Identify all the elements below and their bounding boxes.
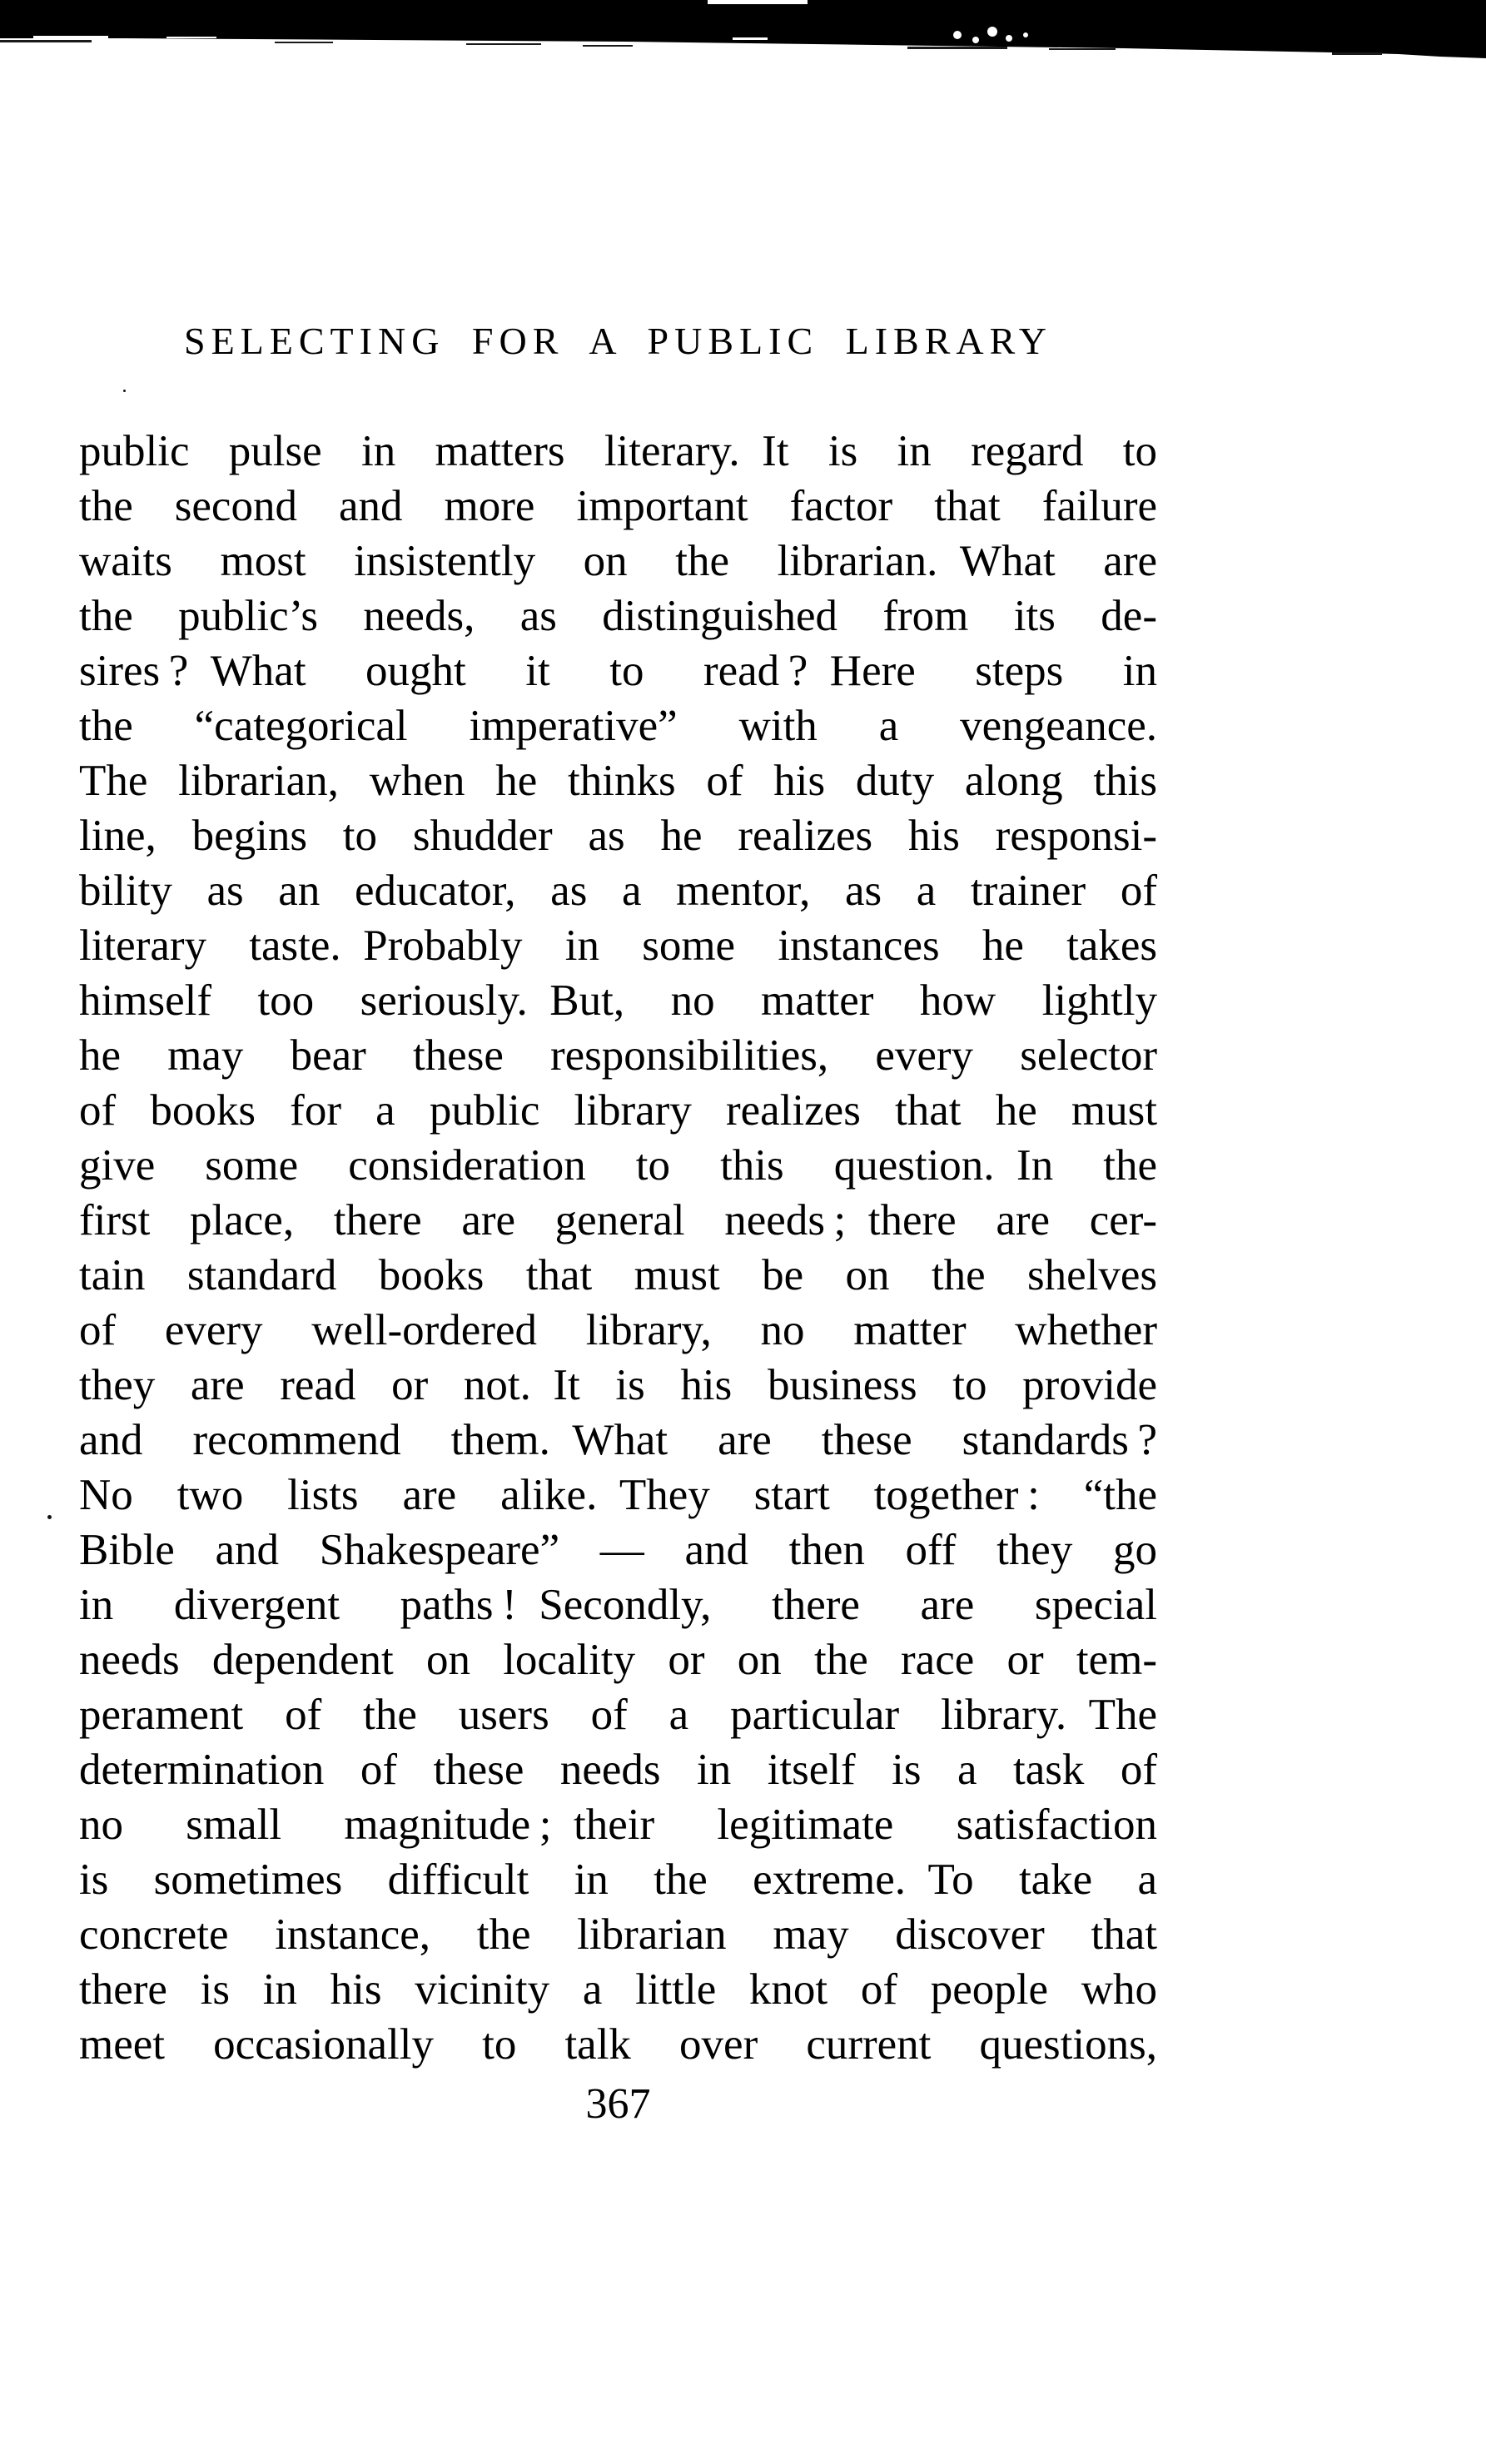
body-line: there is in his vicinity a little knot of people who bbox=[79, 1965, 1157, 2014]
body-line: No two lists are alike. They start together : “the bbox=[79, 1471, 1157, 1519]
page-number: 367 bbox=[585, 2080, 651, 2128]
body-line: line, begins to shudder as he realizes his responsi- bbox=[79, 812, 1157, 860]
body-line: the second and more important factor that failure bbox=[79, 482, 1157, 530]
body-line: is sometimes difficult in the extreme. To take a bbox=[79, 1855, 1157, 1904]
body-line: the “categorical imperative” with a vengeance. bbox=[79, 702, 1157, 750]
body-line: no small magnitude ; their legitimate satisfaction bbox=[79, 1801, 1157, 1849]
body-line: the public’s needs, as distinguished from its de- bbox=[79, 592, 1157, 640]
body-line: and recommend them. What are these standards ? bbox=[79, 1416, 1157, 1464]
body-line: tain standard books that must be on the shelves bbox=[79, 1251, 1157, 1299]
scan-artifact-top-band bbox=[0, 0, 1486, 75]
page-title: SELECTING FOR A PUBLIC LIBRARY bbox=[184, 320, 1052, 362]
scan-speck bbox=[47, 1515, 52, 1519]
body-line: himself too seriously. But, no matter how lightly bbox=[79, 976, 1157, 1025]
body-line: The librarian, when he thinks of his duty along this bbox=[79, 757, 1157, 805]
body-line: bility as an educator, as a mentor, as a trainer of bbox=[79, 867, 1157, 915]
body-line: literary taste. Probably in some instances he takes bbox=[79, 922, 1157, 970]
body-line: of books for a public library realizes that he must bbox=[79, 1086, 1157, 1135]
body-line: Bible and Shakespeare” — and then off they go bbox=[79, 1526, 1157, 1574]
scan-speck bbox=[123, 390, 126, 392]
body-line: of every well-ordered library, no matter whether bbox=[79, 1306, 1157, 1354]
body-text-block bbox=[79, 424, 1157, 2072]
body-line: they are read or not. It is his business to provide bbox=[79, 1361, 1157, 1409]
body-line: he may bear these responsibilities, every selector bbox=[79, 1031, 1157, 1080]
body-line: meet occasionally to talk over current questions, bbox=[79, 2020, 1157, 2069]
body-line: first place, there are general needs ; there are cer- bbox=[79, 1196, 1157, 1244]
body-line: perament of the users of a particular library. The bbox=[79, 1691, 1157, 1739]
body-line: give some consideration to this question. In the bbox=[79, 1141, 1157, 1190]
body-line: needs dependent on locality or on the race or tem- bbox=[79, 1636, 1157, 1684]
body-line: sires ? What ought it to read ? Here steps in bbox=[79, 647, 1157, 695]
body-line: waits most insistently on the librarian. What are bbox=[79, 537, 1157, 585]
body-line: concrete instance, the librarian may discover that bbox=[79, 1910, 1157, 1959]
body-line: in divergent paths ! Secondly, there are special bbox=[79, 1581, 1157, 1629]
body-line: determination of these needs in itself is a task of bbox=[79, 1746, 1157, 1794]
body-line: public pulse in matters literary. It is in regard to bbox=[79, 427, 1157, 475]
